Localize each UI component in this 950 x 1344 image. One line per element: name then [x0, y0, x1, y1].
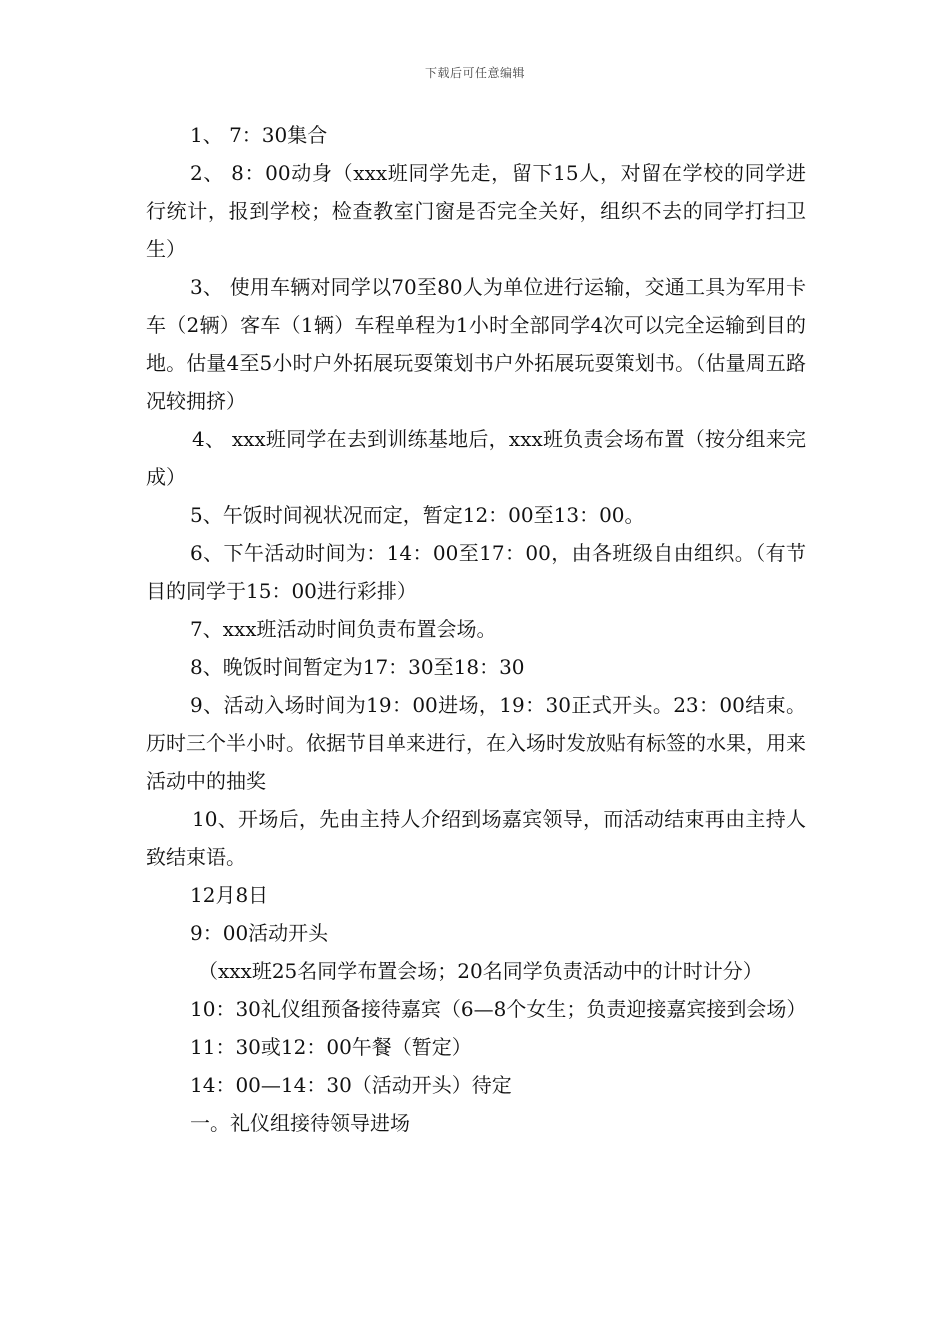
paragraph-item-4: 4、 xxx班同学在去到训练基地后，xxx班负责会场布置（按分组来完成） [146, 427, 806, 489]
paragraph-item-1: 1、 7：30集合 [190, 123, 328, 147]
schedule-item-lunch: 11：30或12：00午餐（暂定） [190, 1035, 472, 1059]
paragraph-item-6: 6、下午活动时间为：14：00至17：00，由各班级自由组织。（有节目的同学于15：00进行彩排） [146, 541, 806, 603]
page-header: 下载后可任意编辑 [424, 66, 525, 80]
schedule-item-reception: 10：30礼仪组预备接待嘉宾（6—8个女生；负责迎接嘉宾接到会场） [190, 997, 807, 1021]
schedule-item-start: 9：00活动开头 [190, 921, 329, 945]
schedule-item-activity: 14：00—14：30（活动开头）待定 [190, 1073, 512, 1097]
document-body [146, 116, 806, 1142]
paragraph-item-2: 2、 8：00动身（xxx班同学先走，留下15人，对留在学校的同学进行统计，报到学校；检查教室门窗是否完全关好，组织不去的同学打扫卫生） [146, 161, 806, 261]
paragraph-item-3: 3、 使用车辆对同学以70至80人为单位进行运输，交通工具为军用卡车（2辆）客车（1辆）车程单程为1小时全部同学4次可以完全运输到目的地。估量4至5小时户外拓展玩耍策划书户外拓展玩耍策划书。（估量周五路况较拥挤） [146, 275, 806, 413]
paragraph-item-7: 7、xxx班活动时间负责布置会场。 [190, 617, 497, 641]
paragraph-item-10: 10、开场后，先由主持人介绍到场嘉宾领导，而活动结束再由主持人致结束语。 [146, 807, 806, 869]
paragraph-item-5: 5、午饭时间视状况而定，暂定12：00至13：00。 [190, 503, 645, 527]
paragraph-item-9: 9、活动入场时间为19：00进场，19：30正式开头。23：00结束。历时三个半小时。依据节目单来进行，在入场时发放贴有标签的水果，用来活动中的抽奖 [146, 693, 806, 793]
paragraph-item-8: 8、晚饭时间暂定为17：30至18：30 [190, 655, 525, 679]
schedule-note-setup: （xxx班25名同学布置会场；20名同学负责活动中的计时计分） [198, 959, 763, 983]
date-heading: 12月8日 [190, 883, 269, 907]
schedule-item-etiquette: 一。礼仪组接待领导进场 [190, 1111, 410, 1135]
